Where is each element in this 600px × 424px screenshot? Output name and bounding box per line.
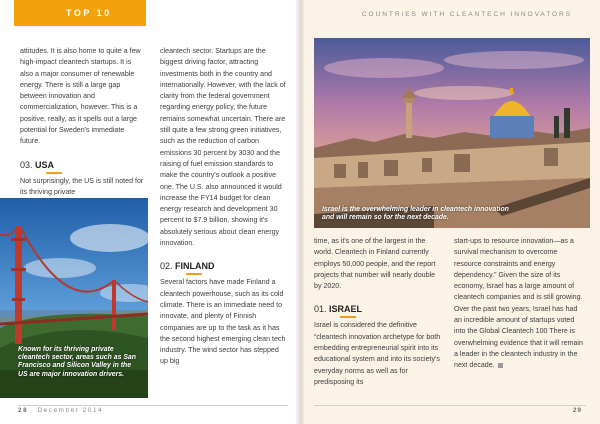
israel-body-text: Israel is considered the definitive “cleantech innovation archetype for both embedding entrepreneurial spirit into its educational system and into its society's everyday norms as well as for predisposing its bbox=[314, 321, 441, 386]
section-tab bbox=[14, 0, 146, 26]
usa-title: USA bbox=[35, 159, 55, 170]
footer-divider bbox=[18, 405, 288, 406]
usa-photo-caption: Known for its thriving private cleantech sector, areas such as San Francisco and Silicon Valley in the US are major innovation drivers. bbox=[18, 346, 136, 378]
column-3 bbox=[314, 236, 444, 388]
finland-body-text: Several factors have made Finland a cleantech powerhouse, such as its cold climate. There is an immediate need to innovate, and plenty of Finnish companies are up to the task as it has the second highest emerging clean tech industry. The wind sector has stepped up big bbox=[160, 278, 286, 366]
issue-date: December 2014 bbox=[37, 407, 104, 414]
heading-underline bbox=[340, 316, 356, 318]
israel-photo-caption: Israel is the overwhelming leader in cleantech innovation and will remain so for the next decade. bbox=[322, 206, 509, 222]
golden-gate-photo bbox=[0, 198, 148, 398]
heading-underline bbox=[186, 273, 202, 275]
left-footer bbox=[18, 407, 103, 414]
footer-divider bbox=[314, 405, 586, 406]
sweden-continued-text: attitudes. It is also home to quite a few high-impact cleantech startups. It is also a major consumer of renewable energy. There is still a large gap between innovation and commercialization, however. This is a positive, really, as it spells out a large potential for Sweden's immediate future. bbox=[20, 47, 141, 146]
usa-body-text: Not surprisingly, the US is still noted for its thriving private bbox=[20, 176, 144, 196]
usa-rank: 03. bbox=[20, 159, 33, 170]
heading-underline bbox=[46, 172, 62, 174]
section-tab-label: TOP 10 bbox=[66, 8, 112, 18]
right-page-number: 29 bbox=[572, 407, 582, 414]
article-end-marker bbox=[498, 363, 503, 368]
finland-continued-text: time, as it's one of the largest in the world. Cleantech in Finland currently employs 50,000 people, and the report projects that number will nearly double by 2020. bbox=[314, 237, 436, 291]
israel-continued-text bbox=[454, 236, 586, 372]
left-page-number: 28 bbox=[18, 407, 29, 414]
israel-rank: 01. bbox=[314, 304, 327, 315]
column-1 bbox=[20, 46, 146, 198]
jerusalem-photo bbox=[314, 38, 590, 228]
finland-rank: 02. bbox=[160, 261, 173, 272]
column-2 bbox=[160, 46, 286, 368]
finland-title: FINLAND bbox=[175, 261, 215, 272]
column-4 bbox=[454, 236, 586, 372]
usa-continued-text: cleantech sector. Startups are the biggest driving factor, attracting investments both in the country and internationally. However, with the lack of clarity from the federal government regarding energy policy, the future remains somewhat uncertain. There are still quite a few strong green initiatives, such as the reduction of carbon emissions 30 percent by 3030 and the raising of fuel emission standards to make the country's outlook a positive one. The U.S. also announced it would increase the FY14 budget for clean energy research and development 30 percent to $7.9 billion, showing it's absolutely serious about clean energy innovation. bbox=[160, 47, 286, 248]
usa-heading bbox=[20, 159, 146, 171]
jerusalem-illustration bbox=[314, 38, 590, 228]
israel-heading bbox=[314, 303, 444, 315]
right-page bbox=[300, 0, 600, 424]
israel-title: ISRAEL bbox=[329, 304, 363, 315]
page-gutter bbox=[296, 0, 304, 424]
finland-heading bbox=[160, 260, 286, 272]
running-header: COUNTRIES WITH CLEANTECH INNOVATORS bbox=[361, 11, 572, 18]
israel-continued-body: start-ups to resource innovation—as a survival mechanism to overcome resource constraints and energy dependency.” Given the size of its economy, Israel has a large amount of cleantech companies and is still growing. Over the past two years, Israel has had an incredible amount of startups voted into the Global Cleantech 100 There is overwhelming evidence that it will remain a leader in the cleantech industry in the next decade. bbox=[454, 237, 583, 370]
